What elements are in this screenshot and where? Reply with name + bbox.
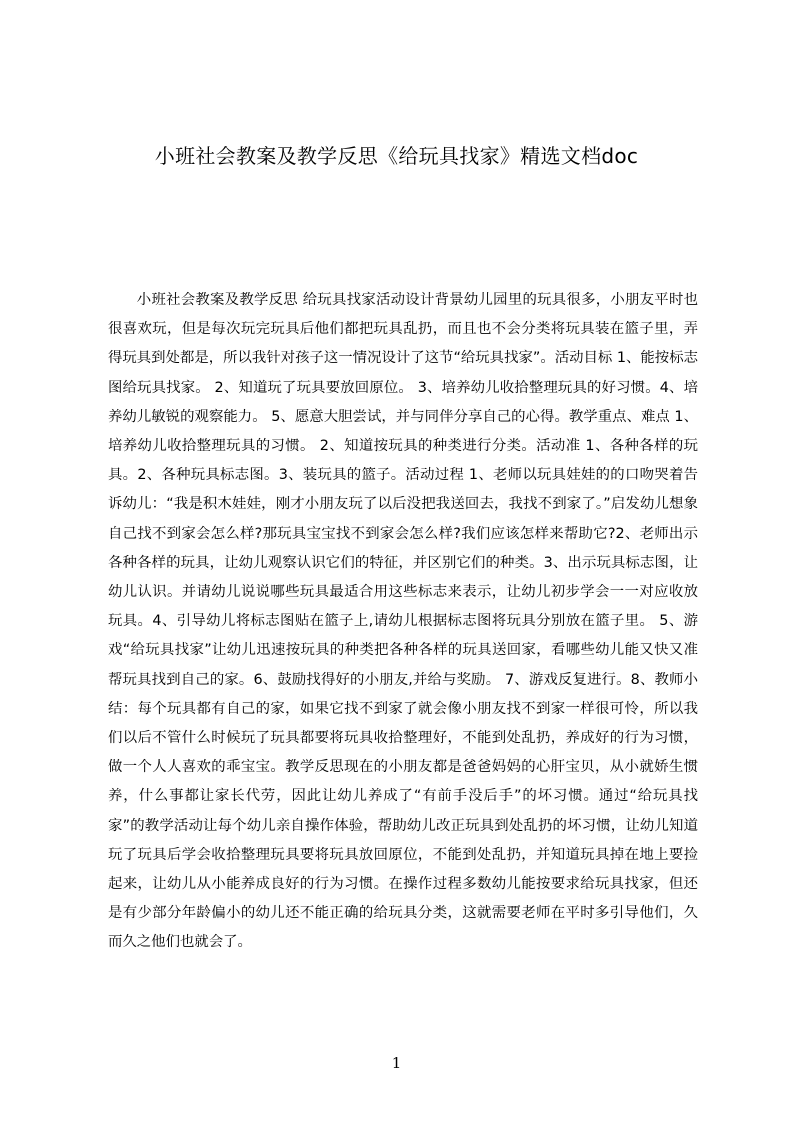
page-number: 1 [391, 1054, 402, 1072]
document-body [108, 286, 698, 958]
body-paragraph: 小班社会教案及教学反思 给玩具找家活动设计背景幼儿园里的玩具很多，小朋友平时也很喜欢玩，但是每次玩完玩具后他们都把玩具乱扔，而且也不会分类将玩具装在篮子里，弄得玩具到处都是，所以我针对孩子这一情况设计了这节“给玩具找家”。活动目标 1、能按标志图给玩具找家。 2、知道玩了玩具要放回原位。 3、培养幼儿收拾整理玩具的好习惯。4、培养幼儿敏锐的观察能力。 5、愿意大胆尝试，并与同伴分享自己的心得。教学重点、难点 1、培养幼儿收拾整理玩具的习惯。 2、知道按玩具的种类进行分类。活动准 1、各种各样的玩具。2、各种玩具标志图。3、装玩具的篮子。活动过程 1、老师以玩具娃娃的的口吻哭着告诉幼儿：“我是积木娃娃，刚才小朋友玩了以后没把我送回去，我找不到家了。”启发幼儿想象自己找不到家会怎么样?那玩具宝宝找不到家会怎么样?我们应该怎样来帮助它?2、老师出示各种各样的玩具，让幼儿观察认识它们的特征，并区别它们的种类。3、出示玩具标志图，让幼儿认识。并请幼儿说说哪些玩具最适合用这些标志来表示，让幼儿初步学会一一对应收放玩具。4、引导幼儿将标志图贴在篮子上,请幼儿根据标志图将玩具分别放在篮子里。 5、游戏“给玩具找家”让幼儿迅速按玩具的种类把各种各样的玩具送回家，看哪些幼儿能又快又准帮玩具找到自己的家。6、鼓励找得好的小朋友,并给与奖励。 7、游戏反复进行。8、教师小结：每个玩具都有自己的家，如果它找不到家了就会像小朋友找不到家一样很可怜，所以我们以后不管什么时候玩了玩具都要将玩具收拾整理好，不能到处乱扔，养成好的行为习惯，做一个人人喜欢的乖宝宝。教学反思现在的小朋友都是爸爸妈妈的心肝宝贝，从小就娇生惯养，什么事都让家长代劳，因此让幼儿养成了“有前手没后手”的坏习惯。通过“给玩具找家”的教学活动让每个幼儿亲自操作体验，帮助幼儿改正玩具到处乱扔的坏习惯，让幼儿知道玩了玩具后学会收拾整理玩具要将玩具放回原位，不能到处乱扔，并知道玩具掉在地上要捡起来，让幼儿从小能养成良好的行为习惯。在操作过程多数幼儿能按要求给玩具找家，但还是有少部分年龄偏小的幼儿还不能正确的给玩具分类，这就需要老师在平时多引导他们，久而久之他们也就会了。 [108, 292, 698, 951]
document-title: 小班社会教案及教学反思《给玩具找家》精选文档doc [154, 144, 639, 168]
